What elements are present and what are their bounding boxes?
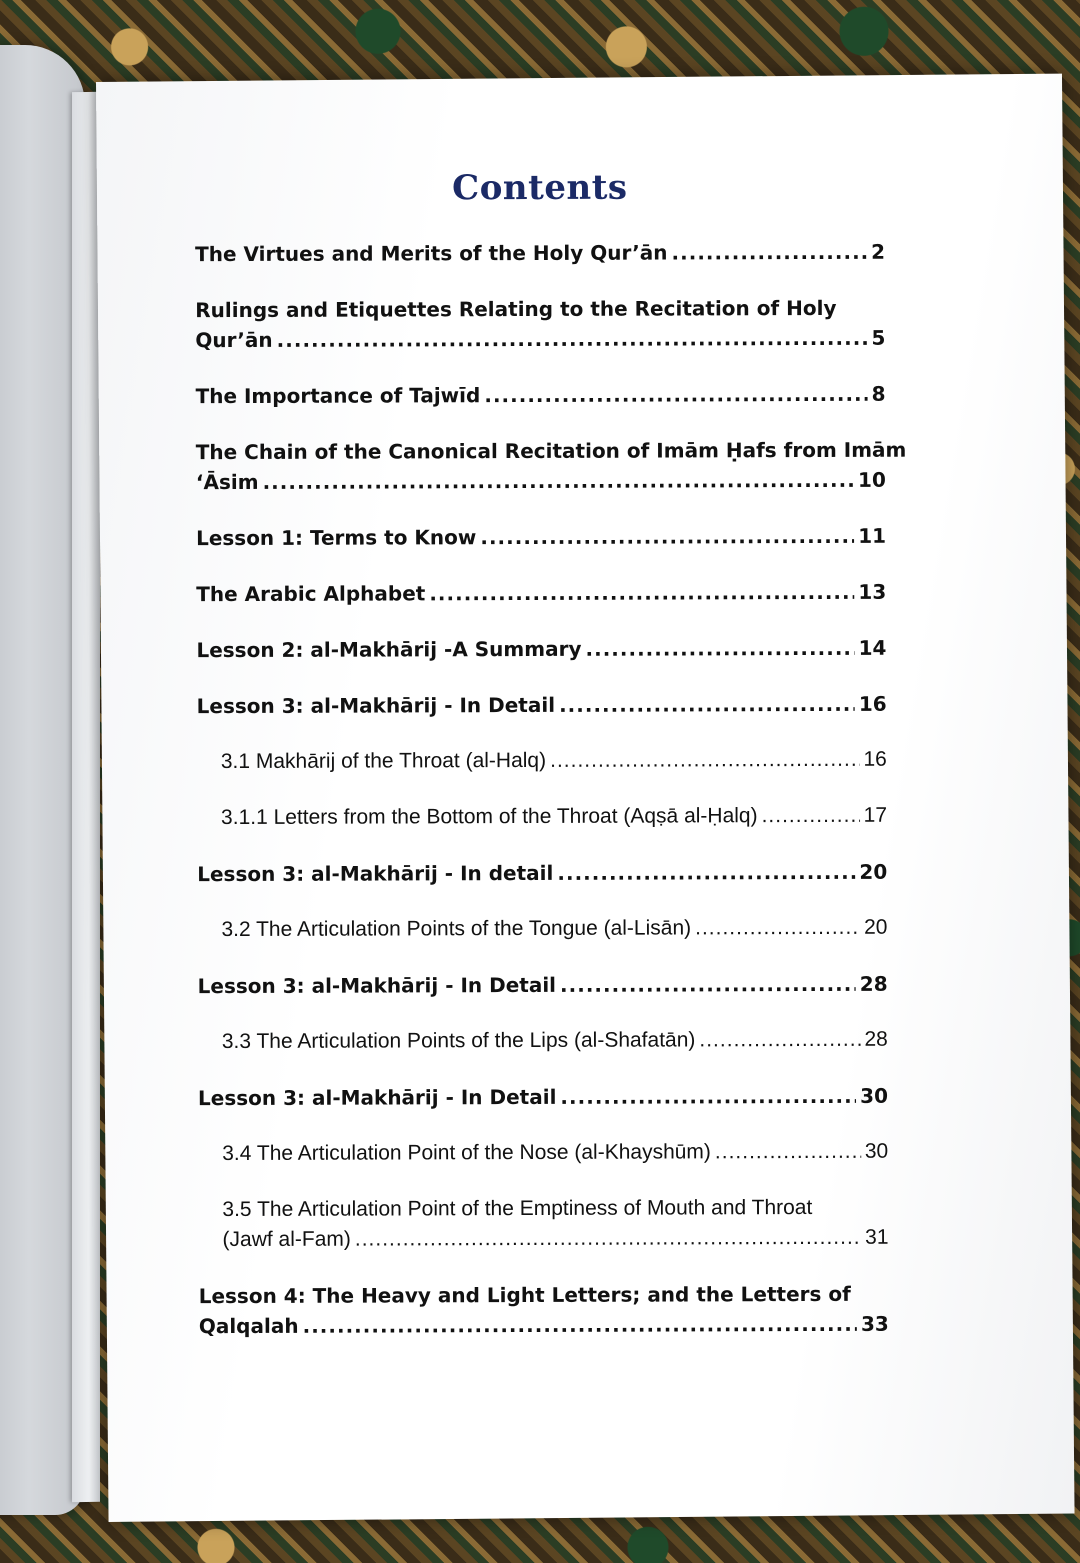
toc-entry-line [222,1223,888,1255]
toc-entry-title: Qalqalah [198,1313,299,1339]
toc-leader-dots [559,689,855,720]
toc-entry-title: 3.1.1 Letters from the Bottom of the Throat (Aqṣā al-Ḥalq) [220,804,758,830]
toc-entry-title: ‘Āsim [195,469,259,495]
toc-entry-line [199,1309,889,1341]
toc-entry-title: The Importance of Tajwīd [195,383,481,409]
toc-leader-dots [715,1137,861,1168]
toc-page-number: 31 [865,1225,889,1249]
toc-entry-line [197,857,887,889]
toc-entry-title-line: Rulings and Etiquettes Relating to the Recitation of Holy [195,295,837,323]
toc-entry [197,745,887,777]
toc-entry [198,1025,888,1057]
toc-entry-line [222,1137,888,1169]
toc-entry [198,1081,888,1113]
toc-leader-dots [262,465,854,497]
toc-leader-dots [695,913,860,944]
toc-entry [199,1279,889,1341]
toc-page-number: 11 [858,523,887,548]
toc-entry-title: Lesson 1: Terms to Know [196,525,477,551]
toc-leader-dots [355,1223,861,1255]
toc-leader-dots [762,801,860,831]
toc-leader-dots [550,745,859,776]
table-of-contents [195,167,907,1341]
toc-entry-line [196,577,886,609]
toc-leader-dots [484,379,867,410]
toc-page-number: 2 [871,239,886,264]
toc-page-number: 30 [864,1139,889,1163]
toc-entry-line [198,1081,888,1113]
toc-entry-line [195,237,885,269]
page-title: Contents [452,167,628,209]
toc-entry-title: The Virtues and Merits of the Holy Qur’ān [195,240,668,267]
toc-leader-dots [303,1309,857,1341]
toc-leader-dots [560,969,856,1000]
toc-leader-dots [671,237,867,268]
toc-leader-dots [560,1081,856,1112]
toc-entry [198,1137,888,1169]
toc-leader-dots [699,1025,860,1056]
toc-entry-line [196,379,886,411]
toc-leader-dots [480,521,854,552]
toc-entry [195,293,885,355]
toc-entry-line [198,969,888,1001]
toc-leader-dots [557,857,855,888]
toc-leader-dots [429,577,854,608]
toc-page-number: 13 [858,579,887,604]
toc-page-number: 33 [860,1311,889,1336]
toc-entry-line [196,633,886,665]
toc-entry-line [221,745,887,777]
toc-entry-title: 3.1 Makhārij of the Throat (al-Halq) [220,748,547,774]
toc-entry [196,633,886,665]
toc-entry-title-line: The Chain of the Canonical Recitation of Imām Ḥafs from Imām [195,437,907,465]
toc-entry-title: Qur’ān [195,327,273,353]
toc-entry [197,689,887,721]
toc-leader-dots [277,323,868,355]
toc-entry-line [195,323,885,355]
toc-entry-title: 3.2 The Articulation Points of the Tongue (al-Lisān) [221,916,692,942]
toc-entry-title: 3.3 The Articulation Points of the Lips (al-Shafatān) [221,1028,696,1054]
toc-entry-title-line: Lesson 4: The Heavy and Light Letters; and the Letters of [198,1281,851,1309]
toc-entry-title-line: 3.5 The Articulation Point of the Emptiness of Mouth and Throat [222,1195,813,1222]
toc-entry-title: Lesson 3: al-Makhārij - In Detail [196,692,556,719]
toc-page-number: 17 [863,803,888,827]
toc-entry [198,969,888,1001]
toc-page-number: 8 [871,381,886,406]
toc-entry-title: Lesson 2: al-Makhārij -A Summary [196,636,582,663]
toc-entry-line [222,1025,888,1057]
toc-entry-title: 3.4 The Articulation Point of the Nose (al-Khayshūm) [222,1140,711,1166]
toc-page-number: 14 [858,635,887,660]
toc-page-number: 30 [860,1083,889,1108]
toc-entry-title: The Arabic Alphabet [196,581,426,607]
toc-entry [196,521,886,553]
toc-entry-title: (Jawf al-Fam) [222,1227,351,1252]
toc-entry-line [197,689,887,721]
toc-entry-title: Lesson 3: al-Makhārij - In Detail [197,972,557,999]
toc-entry-title: Lesson 3: al-Makhārij - In detail [197,860,554,887]
book-page [96,74,1075,1522]
toc-entry-line [221,801,887,833]
toc-page-number: 5 [871,325,886,350]
toc-page-number: 10 [857,467,886,492]
toc-page-number: 20 [859,859,888,884]
toc-entry [195,435,907,497]
page-stack-edge [72,92,100,1502]
toc-entry-line [196,465,886,497]
toc-entry [197,913,887,945]
toc-entry [196,379,886,411]
toc-entry [198,1193,888,1255]
toc-page-number: 16 [863,747,887,771]
toc-list [195,237,907,1341]
toc-entry [196,577,886,609]
toc-entry-line [221,913,887,945]
toc-page-number: 28 [864,1027,888,1051]
toc-page-number: 16 [858,691,887,716]
toc-page-number: 20 [864,915,888,939]
toc-entry [195,237,885,269]
toc-entry [197,857,887,889]
toc-entry-title: Lesson 3: al-Makhārij - In Detail [197,1084,557,1111]
toc-page-number: 28 [859,971,888,996]
toc-entry [197,801,887,833]
toc-entry-line [196,521,886,553]
toc-leader-dots [585,633,854,664]
